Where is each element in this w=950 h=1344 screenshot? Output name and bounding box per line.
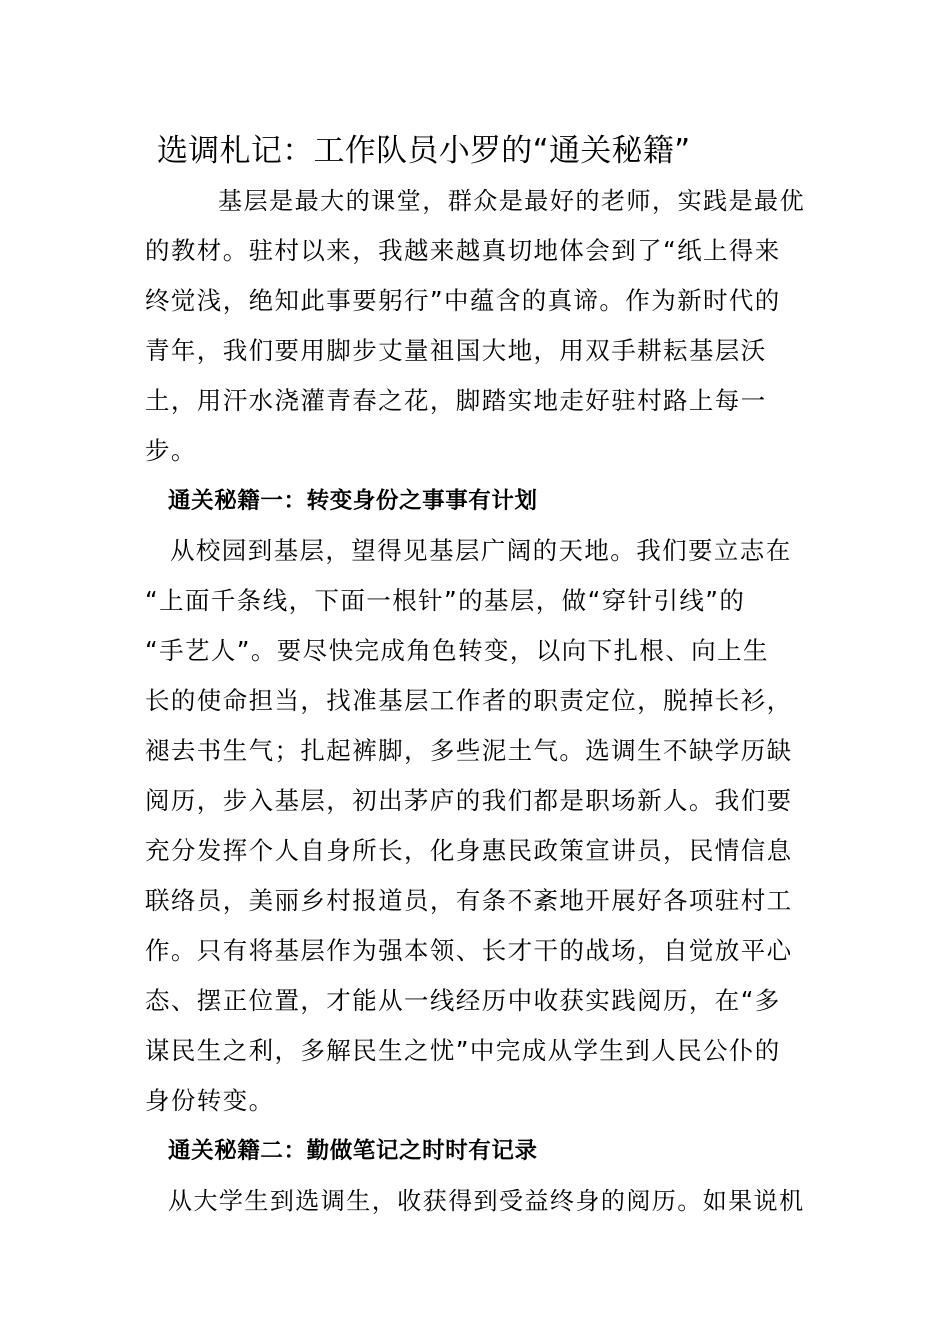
section1-line-9: 作。只有将基层作为强本领、长才干的战场，自觉放平心 [145,936,793,965]
intro-line-3: 终觉浅，绝知此事要躬行”中蕴含的真谛。作为新时代的 [145,286,781,315]
document-title: 选调札记：工作队员小罗的“通关秘籍” [157,133,691,169]
section-heading-1: 通关秘籍一：转变身份之事事有计划 [168,488,538,514]
intro-line-4: 青年，我们要用脚步丈量祖国大地，用双手耕耘基层沃 [145,336,767,365]
section1-line-2: “上面千条线，下面一根针”的基层，做“穿针引线”的 [145,586,746,615]
intro-line-2: 的教材。驻村以来，我越来越真切地体会到了“纸上得来 [145,236,781,265]
section1-line-11: 谋民生之利，多解民生之忧”中完成从学生到人民公仆的 [145,1036,781,1065]
intro-line-1: 基层是最大的课堂，群众是最好的老师，实践是最优 [218,187,806,215]
section1-line-12: 身份转变。 [145,1086,275,1115]
section-heading-2: 通关秘籍二：勤做笔记之时时有记录 [168,1138,538,1164]
section1-line-8: 联络员，美丽乡村报道员，有条不紊地开展好各项驻村工 [145,886,793,915]
section1-line-4: 长的使命担当，找准基层工作者的职责定位，脱掉长衫， [145,686,793,715]
section2-line-1: 从大学生到选调生，收获得到受益终身的阅历。如果说机 [168,1187,805,1215]
section1-line-5: 褪去书生气；扎起裤脚，多些泥土气。选调生不缺学历缺 [145,736,793,765]
intro-line-6: 步。 [145,436,197,465]
intro-line-5: 土，用汗水浇灌青春之花，脚踏实地走好驻村路上每一 [145,386,767,415]
section1-line-1: 从校园到基层，望得见基层广阔的天地。我们要立志在 [170,536,792,565]
section1-line-10: 态、摆正位置，才能从一线经历中收获实践阅历，在“多 [145,986,781,1015]
section1-line-6: 阅历，步入基层，初出茅庐的我们都是职场新人。我们要 [145,786,793,815]
section1-line-7: 充分发挥个人自身所长，化身惠民政策宣讲员，民情信息 [145,836,793,865]
section1-line-3: “手艺人”。要尽快完成角色转变，以向下扎根、向上生 [145,636,769,665]
